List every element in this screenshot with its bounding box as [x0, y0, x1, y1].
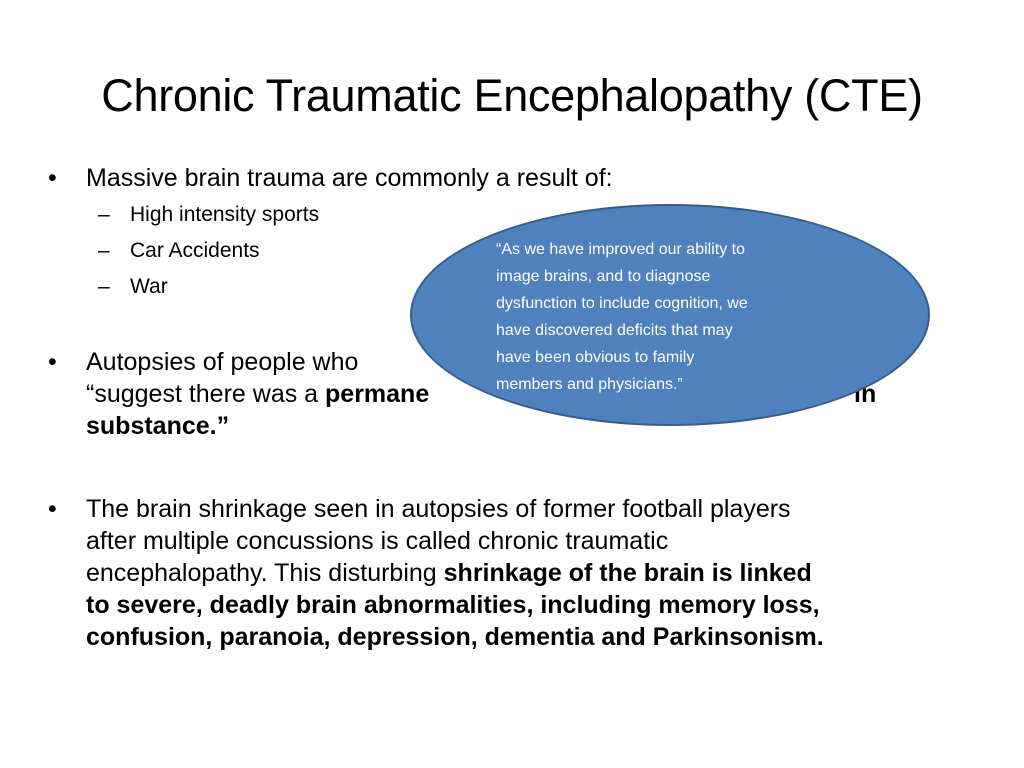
bullet-text-line [86, 621, 824, 653]
sub-bullet-text: Car Accidents [130, 239, 260, 262]
bullet-marker: • [48, 348, 57, 376]
bullet-text-bold: confusion, paranoia, depression, dementia and Parkinsonism. [86, 623, 824, 651]
bullet-text-plain: encephalopathy. This disturbing [86, 559, 444, 587]
slide-title: Chronic Traumatic Encephalopathy (CTE) [101, 70, 923, 121]
quote-line: have discovered deficits that may [496, 322, 733, 339]
quote-line: dysfunction to include cognition, we [496, 295, 748, 312]
bullet-text-line: Autopsies of people who [86, 348, 359, 376]
bullet-text-line [86, 557, 812, 589]
quote-line: have been obvious to family [496, 349, 695, 366]
bullet-text-plain: “suggest there was a [86, 380, 326, 408]
bullet-text: Massive brain trauma are commonly a result of: [86, 164, 613, 192]
bullet-text-bold: substance.” [86, 412, 230, 440]
quote-callout-text [496, 236, 841, 398]
bullet-text-bold: permane [325, 380, 430, 408]
bullet-text-bold: shrinkage of the brain is linked [443, 559, 812, 587]
bullet-text-line: after multiple concussions is called chronic traumatic [86, 527, 669, 555]
bullet-text-bold: in [854, 380, 877, 408]
quote-line: members and physicians.” [496, 376, 683, 393]
sub-bullet-text: High intensity sports [130, 203, 320, 226]
sub-bullet-marker: – [98, 275, 110, 298]
bullet-text-line [86, 378, 429, 410]
bullet-text-line [86, 410, 229, 442]
sub-bullet-marker: – [98, 203, 110, 226]
quote-line: image brains, and to diagnose [496, 268, 711, 285]
bullet-text-bold: to severe, deadly brain abnormalities, including memory loss, [86, 591, 820, 619]
bullet-marker: • [48, 495, 57, 523]
sub-bullet-marker: – [98, 239, 110, 262]
bullet-text-line [86, 589, 820, 621]
quote-line: “As we have improved our ability to [496, 241, 745, 258]
bullet-marker: • [48, 164, 57, 192]
bullet-text-line: The brain shrinkage seen in autopsies of former football players [86, 495, 791, 523]
sub-bullet-text: War [130, 275, 168, 298]
